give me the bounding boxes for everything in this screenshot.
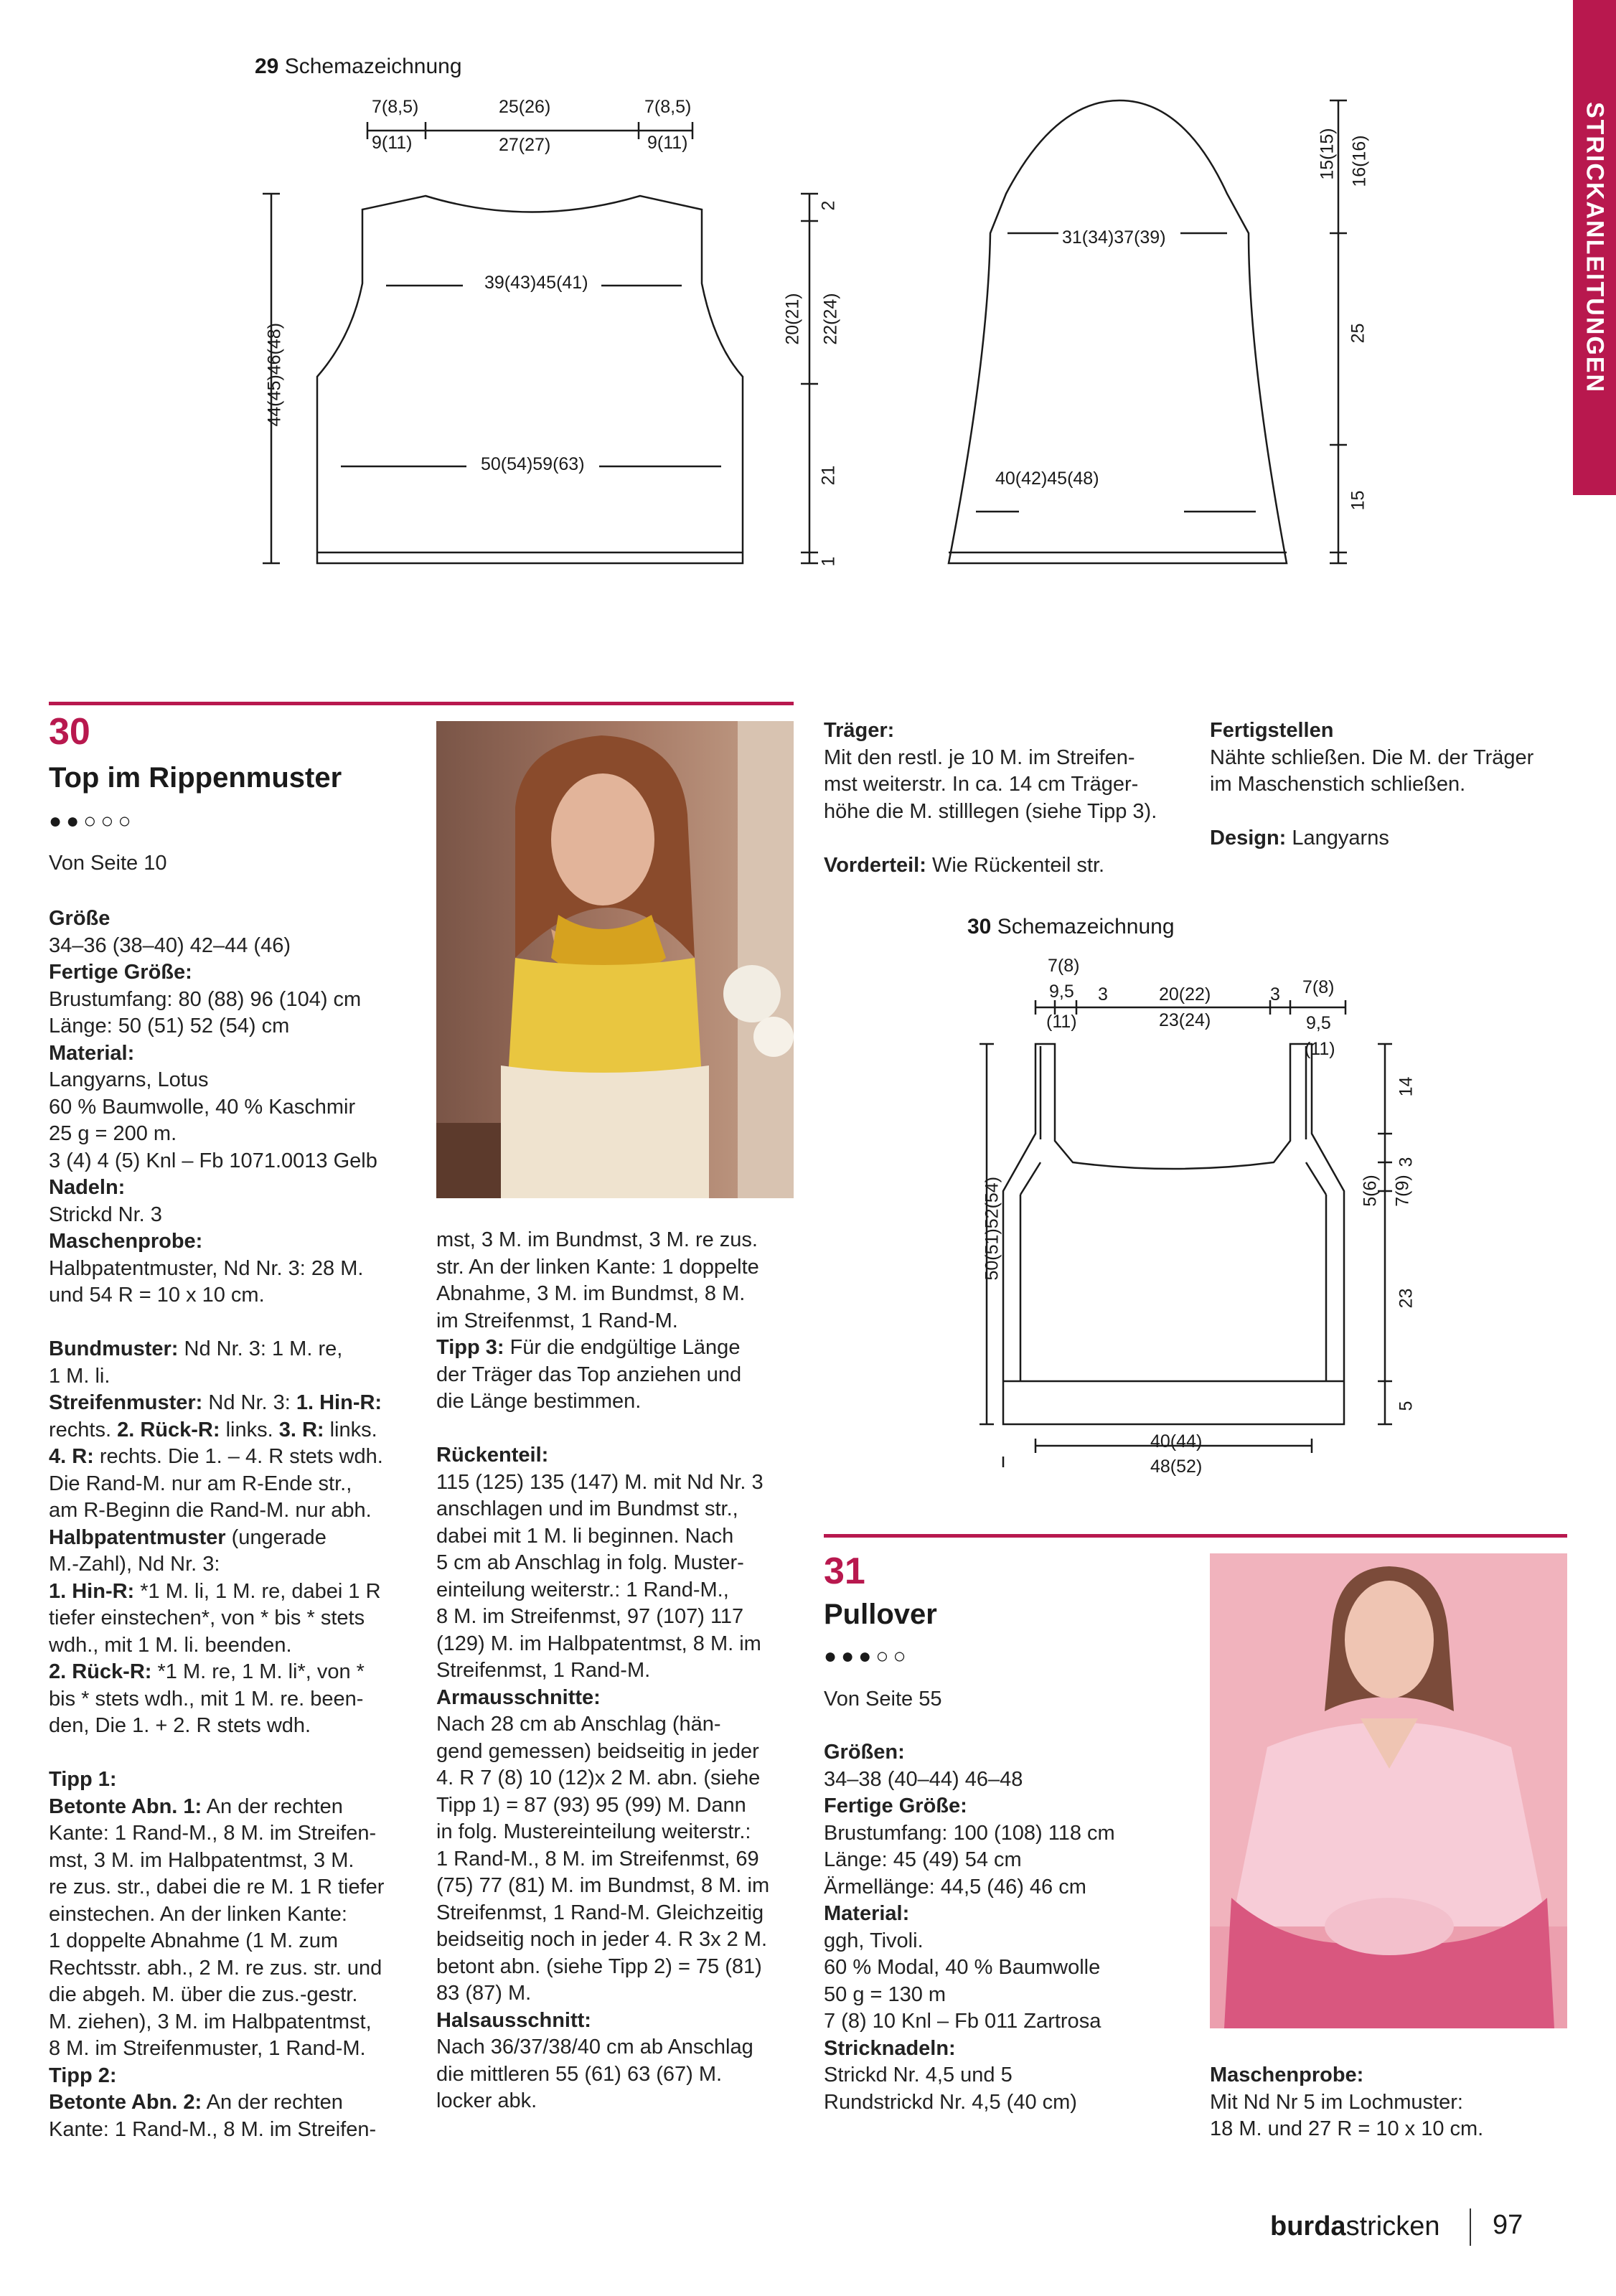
diagram-30-top-outline: [1003, 1044, 1344, 1424]
text-line: [436, 1388, 795, 1416]
bold-text: Rückenteil:: [436, 1444, 549, 1467]
body-text: M.-Zahl), Nd Nr. 3:: [49, 1553, 220, 1576]
body-text: rechts.: [49, 1418, 118, 1441]
text-line: [1210, 2116, 1569, 2143]
text-line: [824, 1820, 1183, 1848]
bold-text: Tipp 2:: [49, 2064, 117, 2087]
dim-shoulder-left-bottom: 9(11): [372, 133, 413, 153]
body-text: (ungerade: [225, 1525, 327, 1549]
text-line: [49, 1202, 415, 1229]
bold-text: 3. R:: [278, 1418, 324, 1441]
text-line: [436, 1980, 795, 2008]
dim30-right-strap-a: 7(8): [1302, 977, 1335, 997]
text-line: [436, 1308, 795, 1335]
body-text: Strickd Nr. 3: [49, 1203, 162, 1226]
text-line: [1210, 745, 1569, 772]
body-text: Brustumfang: 100 (108) 118 cm: [824, 1821, 1115, 1845]
text-line: [49, 959, 415, 987]
text-line: [436, 1954, 795, 1981]
text-line: [49, 1067, 415, 1094]
text-line: [436, 1362, 795, 1389]
dim-armhole-a: 20(21): [782, 293, 803, 345]
body-text: Länge: 50 (51) 52 (54) cm: [49, 1015, 290, 1038]
bold-text: Maschenprobe:: [1210, 2064, 1364, 2086]
body-text: beidseitig noch in jeder 4. R 3x 2 M.: [436, 1928, 768, 1951]
text-line: [436, 1846, 795, 1873]
section-30-rule: [49, 702, 794, 705]
bold-text: Nadeln:: [49, 1176, 126, 1199]
text-line: [436, 1442, 795, 1469]
text-line: [824, 2008, 1183, 2036]
footer-separator: [1470, 2208, 1471, 2246]
diagram-29-title: Schemazeichnung: [284, 55, 462, 78]
body-text: An der rechten: [202, 1794, 343, 1818]
dim30-left-strap-c: (11): [1046, 1012, 1077, 1032]
body-text: 34–36 (38–40) 42–44 (46): [49, 933, 291, 957]
bold-text: 2. Rück-R:: [49, 1660, 152, 1683]
body-text: 7 (8) 10 Knl – Fb 011 Zartrosa: [824, 2010, 1101, 2033]
body-text: (75) 77 (81) M. im Bundmst, 8 M. im: [436, 1874, 770, 1897]
section-tab-label: STRICKANLEITUNGEN: [1581, 101, 1609, 394]
text-line: [436, 1577, 795, 1604]
dim30-gap-right: 3: [1270, 984, 1280, 1004]
body-text: Nach 36/37/38/40 cm ab Anschlag: [436, 2036, 753, 2059]
body-text: 5 cm ab Anschlag in folg. Muster-: [436, 1551, 744, 1574]
text-line: [49, 1336, 415, 1363]
dim-sleeve-bottom: 15: [1348, 490, 1368, 511]
body-text: Ärmellänge: 44,5 (46) 46 cm: [824, 1875, 1086, 1899]
text-line: [824, 718, 1183, 745]
diagram-30-number: 30: [967, 915, 992, 938]
text-line: [436, 1254, 795, 1281]
bold-text: Bundmuster:: [49, 1337, 179, 1360]
section-30-column-1: [49, 905, 415, 2143]
body-text: re zus. str., dabei die re M. 1 R tiefer: [49, 1876, 385, 1899]
bold-text: Halsausschnitt:: [436, 2008, 591, 2032]
bold-text: Armausschnitte:: [436, 1685, 601, 1709]
bold-text: 4. R:: [49, 1445, 94, 1468]
text-line: [49, 1390, 415, 1417]
page-number: 97: [1493, 2210, 1523, 2240]
body-text: Nähte schließen. Die M. der Träger: [1210, 745, 1534, 769]
text-line: [436, 1416, 795, 1443]
body-text: mst, 3 M. im Bundmst, 3 M. re zus.: [436, 1228, 758, 1251]
body-text: Streifenmst, 1 Rand-M. Gleichzeitig: [436, 1901, 764, 1924]
body-text: Halbpatentmuster, Nd Nr. 3: 28 M.: [49, 1256, 364, 1280]
dim30-gap-left: 3: [1098, 984, 1108, 1004]
body-text: 18 M. und 27 R = 10 x 10 cm.: [1210, 2117, 1484, 2140]
body-text: links.: [220, 1418, 279, 1441]
text-line: [49, 1794, 415, 1821]
text-line: [436, 1926, 795, 1954]
body-text: im Maschenstich schließen.: [1210, 773, 1466, 796]
text-line: [436, 1523, 795, 1551]
dim-shoulder-right-bottom: 9(11): [647, 133, 688, 153]
text-line: [49, 1551, 415, 1578]
text-line: [824, 799, 1183, 826]
body-text: 34–38 (40–44) 46–48: [824, 1767, 1023, 1791]
text-line: [824, 1739, 1183, 1766]
text-line: [49, 1848, 415, 1875]
body-text: 1 Rand-M., 8 M. im Streifenmst, 69: [436, 1847, 759, 1871]
body-text: 8 M. im Streifenmuster, 1 Rand-M.: [49, 2037, 366, 2060]
body-text: gend gemessen) beidseitig in jeder: [436, 1739, 759, 1763]
text-line: [49, 1148, 415, 1175]
text-line: [49, 1982, 415, 2009]
text-line: [49, 2117, 415, 2144]
bold-text: Stricknadeln:: [824, 2036, 956, 2060]
dim30-right-strap-b: 9,5: [1306, 1013, 1331, 1033]
text-line: [824, 852, 1183, 880]
text-line: [436, 1496, 795, 1523]
text-line: [436, 1873, 795, 1900]
section-31-number: 31: [824, 1551, 865, 1592]
body-text: Tipp 1) = 87 (93) 95 (99) M. Dann: [436, 1793, 746, 1817]
text-line: [436, 1900, 795, 1927]
dim30-strap-h: 14: [1396, 1076, 1417, 1097]
text-line: [49, 933, 415, 960]
text-line: [824, 1793, 1183, 1820]
text-line: [436, 2061, 795, 2089]
body-text: *1 M. li, 1 M. re, dabei 1 R: [134, 1579, 381, 1603]
section-31-title: Pullover: [824, 1599, 937, 1630]
text-line: [824, 825, 1183, 852]
body-text: den, Die 1. + 2. R stets wdh.: [49, 1714, 311, 1737]
bold-text: Vorderteil:: [824, 853, 926, 877]
bold-text: Material:: [824, 1902, 910, 1925]
dim-cap-b: 16(16): [1349, 135, 1370, 187]
text-line: [824, 1874, 1183, 1901]
text-line: [49, 1713, 415, 1740]
text-line: [824, 1954, 1183, 1982]
body-text: Wie Rückenteil str.: [926, 853, 1105, 877]
text-line: [49, 1256, 415, 1283]
body-text: anschlagen und im Bundmst str.,: [436, 1497, 738, 1520]
body-text: betont abn. (siehe Tipp 2) = 75 (81): [436, 1954, 762, 1978]
body-text: tiefer einstechen*, von * bis * stets: [49, 1606, 365, 1629]
text-line: [436, 1685, 795, 1712]
body-text: *1 M. re, 1 M. li*, von *: [151, 1660, 365, 1683]
body-text: Die Rand-M. nur am R-Ende str.,: [49, 1472, 352, 1495]
dim-lower: 21: [818, 465, 839, 486]
text-line: [436, 2088, 795, 2115]
body-text: 115 (125) 135 (147) M. mit Nd Nr. 3: [436, 1470, 764, 1494]
dim-sleeve-mid: 25: [1348, 323, 1368, 344]
text-line: [49, 1578, 415, 1606]
dim-top-small: 2: [818, 200, 839, 211]
dim30-rib: 5: [1396, 1401, 1417, 1411]
text-line: [824, 2089, 1183, 2117]
body-text: wdh., mit 1 M. li. beenden.: [49, 1633, 292, 1657]
dim30-body: 23: [1396, 1288, 1417, 1309]
text-line: [49, 1686, 415, 1713]
body-text: Brustumfang: 80 (88) 96 (104) cm: [49, 987, 362, 1011]
dim-armhole-b: 22(24): [820, 293, 841, 345]
section-30-title: Top im Rippenmuster: [49, 762, 342, 794]
bold-text: Design:: [1210, 827, 1287, 850]
dim-cap-a: 15(15): [1317, 128, 1338, 180]
body-text: Langyarns, Lotus: [49, 1068, 209, 1091]
bold-text: Maschenprobe:: [49, 1230, 203, 1253]
diagram-30-drawing: [933, 947, 1507, 1478]
text-line: [49, 1820, 415, 1848]
text-line: [824, 745, 1183, 772]
dim30-length: 50(51)52(54): [982, 1176, 1002, 1281]
section-31-column-1: [824, 1739, 1183, 2116]
body-text: der Träger das Top anziehen und: [436, 1363, 742, 1386]
body-text: mst, 3 M. im Halbpatentmst, 3 M.: [49, 1848, 354, 1872]
dim30-bevel-a: 5(6): [1360, 1175, 1381, 1207]
text-line: [49, 1417, 415, 1444]
dim-rib: 1: [818, 556, 839, 567]
body-text: 3 (4) 4 (5) Knl – Fb 1071.0013 Gelb: [49, 1149, 377, 1172]
section-30-column-3: [824, 718, 1183, 879]
text-line: [49, 1901, 415, 1929]
body-text: 8 M. im Streifenmst, 97 (107) 117: [436, 1605, 744, 1628]
text-line: [49, 1605, 415, 1632]
body-text: im Streifenmst, 1 Rand-M.: [436, 1309, 678, 1332]
body-text: einteilung weiterstr.: 1 Rand-M.,: [436, 1578, 729, 1601]
body-text: 1 M. li.: [49, 1364, 111, 1388]
text-line: [49, 905, 415, 933]
text-line: [49, 2063, 415, 2090]
body-text: die mittleren 55 (61) 63 (67) M.: [436, 2062, 723, 2086]
bold-text: 1. Hin-R:: [49, 1579, 135, 1603]
body-text: mst weiterstr. In ca. 14 cm Träger-: [824, 773, 1139, 796]
text-line: [1210, 718, 1569, 745]
text-line: [436, 1227, 795, 1254]
text-line: [49, 1228, 415, 1256]
body-text: M. ziehen), 3 M. im Halbpatentmst,: [49, 2010, 372, 2033]
text-line: [49, 1525, 415, 1552]
body-text: die abgeh. M. über die zus.-gestr.: [49, 1983, 358, 2006]
body-text: 83 (87) M.: [436, 1982, 532, 2005]
body-text: Nd Nr. 3: 1 M. re,: [178, 1337, 343, 1360]
dim-hem: 50(54)59(63): [481, 454, 585, 474]
body-text: Rundstrickd Nr. 4,5 (40 cm): [824, 2090, 1077, 2114]
dim30-left-strap-b: 9,5: [1049, 982, 1074, 1002]
body-text: dabei mit 1 M. li beginnen. Nach: [436, 1524, 734, 1548]
body-text: 4. R 7 (8) 10 (12)x 2 M. abn. (siehe: [436, 1766, 761, 1789]
text-line: [824, 1766, 1183, 1794]
body-text: str. An der linken Kante: 1 doppelte: [436, 1255, 759, 1279]
text-line: [1210, 2089, 1569, 2117]
text-line: [49, 1040, 415, 1068]
dim-shoulder-right-top: 7(8,5): [644, 97, 692, 117]
body-text: Streifenmst, 1 Rand-M.: [436, 1659, 651, 1682]
text-line: [49, 1013, 415, 1040]
body-text: höhe die M. stilllegen (siehe Tipp 3).: [824, 799, 1157, 823]
section-30-number: 30: [49, 711, 90, 753]
diagram-29-drawing: [0, 0, 1616, 646]
body-text: links.: [324, 1418, 377, 1441]
body-text: Strickd Nr. 4,5 und 5: [824, 2064, 1013, 2086]
body-text: 1 doppelte Abnahme (1 M. zum: [49, 1929, 339, 1952]
text-line: [49, 1740, 415, 1767]
text-line: [49, 1444, 415, 1471]
section-30-column-4: [1210, 718, 1569, 852]
text-line: [436, 1631, 795, 1658]
text-line: [436, 1792, 795, 1820]
text-line: [1210, 799, 1569, 826]
text-line: [49, 1766, 415, 1794]
bold-text: Tipp 1:: [49, 1768, 117, 1791]
text-line: [49, 1659, 415, 1686]
text-line: [824, 1982, 1183, 2009]
diagram-30-label: [967, 915, 1175, 939]
bold-text: Größe: [49, 907, 111, 930]
diagram-29-number: 29: [255, 55, 279, 78]
text-line: [49, 1282, 415, 1309]
text-line: [824, 2062, 1183, 2089]
footer-brand: [1270, 2211, 1439, 2242]
section-30-difficulty: ●●○○○: [49, 809, 136, 833]
dim-neck-top: 25(26): [499, 97, 551, 117]
dim-chest: 39(43)45(41): [484, 273, 588, 293]
body-text: bis * stets wdh., mit 1 M. re. been-: [49, 1687, 364, 1711]
diagram-29-sleeve-outline: [949, 100, 1287, 563]
text-line: [49, 1309, 415, 1337]
diagram-30-title: Schemazeichnung: [997, 915, 1175, 938]
body-text: ggh, Tivoli.: [824, 1929, 924, 1952]
dim-sleeve-width: 31(34)37(39): [1062, 227, 1166, 248]
body-text: in folg. Mustereinteilung weiterstr.:: [436, 1820, 751, 1843]
text-line: [49, 1928, 415, 1955]
section-30-photo: [436, 721, 794, 1198]
text-line: [49, 1497, 415, 1525]
text-line: [49, 2089, 415, 2117]
dim30-right-strap-c: (11): [1305, 1039, 1335, 1059]
dim-shoulder-left-top: 7(8,5): [372, 97, 419, 117]
section-30-column-2: [436, 1227, 795, 2115]
bold-text: Tipp 3:: [436, 1336, 504, 1359]
dim30-width-b: 48(52): [1150, 1457, 1203, 1477]
text-line: [436, 1281, 795, 1308]
text-line: [49, 1121, 415, 1148]
section-31-rule: [824, 1534, 1567, 1538]
dim30-center-bottom: 23(24): [1159, 1010, 1211, 1030]
body-text: die Länge bestimmen.: [436, 1390, 642, 1413]
bold-text: Fertigstellen: [1210, 719, 1334, 742]
body-text: 25 g = 200 m.: [49, 1122, 177, 1145]
body-text: 60 % Modal, 40 % Baumwolle: [824, 1956, 1101, 1979]
dim-body-length: 44(45)46(48): [264, 322, 285, 427]
bold-text: Fertige Größe:: [824, 1794, 967, 1817]
body-text: 60 % Baumwolle, 40 % Kaschmir: [49, 1095, 356, 1119]
body-text: Länge: 45 (49) 54 cm: [824, 1848, 1022, 1871]
text-line: [436, 1819, 795, 1846]
diagram-29-body-outline: [317, 196, 743, 563]
text-line: [1210, 825, 1569, 852]
text-line: [436, 1765, 795, 1792]
text-line: [436, 1469, 795, 1497]
text-line: [49, 2009, 415, 2036]
body-text: Abnahme, 3 M. im Bundmst, 8 M.: [436, 1282, 746, 1305]
body-text: und 54 R = 10 x 10 cm.: [49, 1284, 265, 1307]
dim30-left-strap-a: 7(8): [1048, 956, 1080, 976]
text-line: [49, 1363, 415, 1391]
dim30-bevel-c: 3: [1396, 1157, 1417, 1167]
text-line: [49, 1632, 415, 1660]
text-line: [436, 1550, 795, 1577]
dim30-bevel-b: 7(9): [1392, 1175, 1413, 1207]
section-31-column-2: [1210, 2062, 1569, 2143]
text-line: [436, 1657, 795, 1685]
dim30-center-top: 20(22): [1159, 984, 1211, 1004]
text-line: [49, 1874, 415, 1901]
text-line: [436, 1604, 795, 1631]
body-text: An der rechten: [202, 2091, 343, 2114]
body-text: Kante: 1 Rand-M., 8 M. im Streifen-: [49, 1822, 377, 1845]
text-line: [49, 1175, 415, 1202]
text-line: [49, 1471, 415, 1498]
body-text: Langyarns: [1286, 827, 1389, 850]
body-text: locker abk.: [436, 2089, 537, 2112]
body-text: am R-Beginn die Rand-M. nur abh.: [49, 1499, 372, 1522]
bold-text: Träger:: [824, 719, 895, 742]
text-line: [436, 1739, 795, 1766]
body-text: Mit den restl. je 10 M. im Streifen-: [824, 745, 1135, 769]
bold-text: Streifenmuster:: [49, 1391, 203, 1414]
section-31-difficulty: ●●●○○: [824, 1645, 911, 1668]
bold-text: Größen:: [824, 1741, 905, 1764]
dim30-width-a: 40(44): [1150, 1431, 1203, 1452]
text-line: [824, 1901, 1183, 1928]
bold-text: Fertige Größe:: [49, 961, 192, 984]
body-text: (129) M. im Halbpatentmst, 8 M. im: [436, 1632, 761, 1655]
text-line: [49, 1094, 415, 1121]
text-line: [49, 2036, 415, 2063]
text-line: [436, 1711, 795, 1739]
text-line: [49, 1955, 415, 1982]
bold-text: Halbpatentmuster: [49, 1525, 226, 1549]
body-text: Für die endgültige Länge: [504, 1336, 741, 1359]
text-line: [824, 771, 1183, 799]
body-text: Nd Nr. 3:: [202, 1391, 296, 1414]
text-line: [824, 1928, 1183, 1955]
text-line: [824, 1847, 1183, 1874]
body-text: Rechtsstr. abh., 2 M. re zus. str. und: [49, 1956, 382, 1980]
section-31-from-page: Von Seite 55: [824, 1688, 942, 1711]
text-line: [436, 1335, 795, 1362]
text-line: [824, 2036, 1183, 2063]
bold-text: 1. Hin-R:: [296, 1391, 382, 1414]
text-line: [49, 987, 415, 1014]
body-text: Mit Nd Nr 5 im Lochmuster:: [1210, 2090, 1463, 2114]
footer-brand-bold: burda: [1270, 2211, 1346, 2241]
bold-text: Betonte Abn. 2:: [49, 2091, 202, 2114]
text-line: [1210, 2062, 1569, 2089]
section-30-from-page: Von Seite 10: [49, 852, 167, 875]
body-text: rechts. Die 1. – 4. R stets wdh.: [93, 1445, 383, 1468]
dim-neck-bottom: 27(27): [499, 135, 551, 155]
text-line: [1210, 771, 1569, 799]
body-text: Kante: 1 Rand-M., 8 M. im Streifen-: [49, 2117, 377, 2141]
dim-sleeve-hem: 40(42)45(48): [995, 469, 1099, 489]
bold-text: Betonte Abn. 1:: [49, 1794, 202, 1818]
section-31-photo: [1210, 1553, 1567, 2028]
body-text: 50 g = 130 m: [824, 1982, 946, 2006]
body-text: einstechen. An der linken Kante:: [49, 1902, 347, 1926]
footer-brand-regular: stricken: [1345, 2211, 1440, 2241]
bold-text: Material:: [49, 1041, 135, 1065]
bold-text: 2. Rück-R:: [117, 1418, 220, 1441]
text-line: [436, 2034, 795, 2061]
body-text: Nach 28 cm ab Anschlag (hän-: [436, 1713, 721, 1736]
text-line: [436, 2008, 795, 2035]
